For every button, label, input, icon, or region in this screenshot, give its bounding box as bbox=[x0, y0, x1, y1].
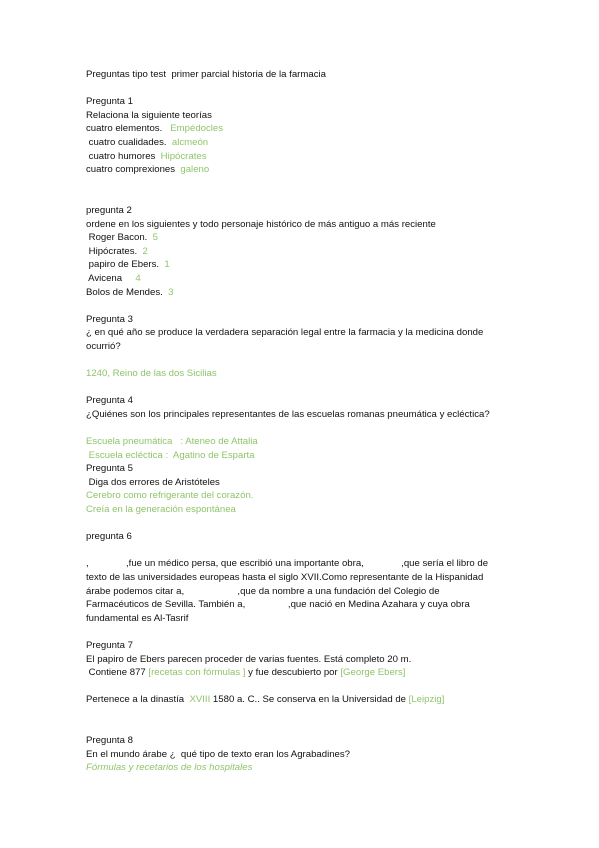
q2-item-answer: 4 bbox=[135, 272, 141, 284]
q7-text: y fue descubierto por bbox=[245, 667, 341, 679]
q8-prompt: En el mundo árabe ¿ qué tipo de texto eran los Agrabadines? bbox=[86, 748, 351, 760]
q1-item-text: cuatro humores bbox=[86, 150, 161, 162]
q7-answer: [Leipzig] bbox=[408, 694, 445, 706]
q2-item-text: Avicena bbox=[86, 272, 136, 284]
q7-answer: XVIII bbox=[189, 694, 211, 706]
q2-item-answer: 3 bbox=[168, 286, 174, 298]
q2-item bbox=[86, 245, 556, 259]
q2-item-text: papiro de Ebers. bbox=[86, 259, 165, 271]
q7-text: Pertenece a la dinastía bbox=[86, 694, 190, 706]
document-body bbox=[86, 68, 556, 775]
q5-heading: Pregunta 5 bbox=[86, 463, 133, 475]
q1-item bbox=[86, 163, 556, 177]
q1-item bbox=[86, 136, 556, 150]
q6-text-line: texto de las universidades europeas hasta el siglo XVII.Como representante de la Hispanidad bbox=[86, 571, 484, 583]
q6-text-line: Farmacéuticos de Sevilla. También a, ,que nació en Medina Azahara y cuya obra bbox=[86, 599, 470, 611]
q4-answer: Escuela ecléctica : Agatino de Esparta bbox=[86, 449, 255, 461]
q1-heading: Pregunta 1 bbox=[86, 96, 133, 108]
q7-line bbox=[86, 666, 556, 680]
q7-text: Contiene 877 bbox=[86, 667, 149, 679]
q1-item-text: cuatro cualidades. bbox=[86, 136, 172, 148]
q5-answer: Cerebro como refrigerante del corazón. bbox=[86, 490, 254, 502]
document-title: Preguntas tipo test primer parcial historia de la farmacia bbox=[86, 69, 326, 80]
q6-text-line: , ,fue un médico persa, que escribió una importante obra, ,que sería el libro de bbox=[86, 558, 489, 570]
q2-item-text: Bolos de Mendes. bbox=[86, 286, 169, 298]
q1-item-text: cuatro elementos. bbox=[86, 123, 171, 135]
q2-item bbox=[86, 272, 556, 286]
q7-heading: Pregunta 7 bbox=[86, 639, 133, 651]
q3-prompt-line: ¿ en qué año se produce la verdadera separación legal entre la farmacia y la medicina donde bbox=[86, 327, 484, 339]
q7-line bbox=[86, 693, 556, 707]
q1-item bbox=[86, 150, 556, 164]
q7-answer: [George Ebers] bbox=[340, 667, 406, 679]
q7-text: 1580 a. C.. Se conserva en la Universidad de bbox=[210, 694, 409, 706]
q3-answer: 1240, Reino de las dos Sicilias bbox=[86, 368, 217, 380]
q6-text-line: árabe podemos citar a, ,que da nombre a una fundación del Colegio de bbox=[86, 585, 440, 597]
q5-prompt: Diga dos errores de Aristóteles bbox=[86, 476, 220, 488]
q8-answer: Fórmulas y recetarios de los hospitales bbox=[86, 762, 253, 774]
q2-item bbox=[86, 231, 556, 245]
q1-item-answer: galeno bbox=[180, 164, 210, 176]
q6-heading: pregunta 6 bbox=[86, 531, 132, 543]
q7-answer: [recetas con fórmulas ] bbox=[148, 667, 246, 679]
q2-item-text: Hipócrates. bbox=[86, 245, 143, 257]
q3-heading: Pregunta 3 bbox=[86, 313, 133, 325]
q2-item bbox=[86, 286, 556, 300]
q4-answer: Escuela pneumática : Ateneo de Attalia bbox=[86, 436, 258, 448]
q2-heading: pregunta 2 bbox=[86, 204, 132, 216]
q2-item-answer: 2 bbox=[142, 245, 148, 257]
q2-item-text: Roger Bacon. bbox=[86, 232, 153, 244]
q1-item-text: cuatro comprexiones bbox=[86, 164, 181, 176]
q1-item-answer: alcmeón bbox=[171, 136, 209, 148]
q1-item-answer: Hipócrates bbox=[160, 150, 207, 162]
q1-prompt: Relaciona la siguiente teorías bbox=[86, 109, 212, 121]
q4-heading: Pregunta 4 bbox=[86, 395, 133, 407]
q2-item bbox=[86, 258, 556, 272]
q2-item-answer: 1 bbox=[164, 259, 170, 271]
q2-item-answer: 5 bbox=[152, 232, 159, 244]
q2-prompt: ordene en los siguientes y todo personaje histórico de más antiguo a más reciente bbox=[86, 218, 436, 230]
q1-item-answer: Empédocles bbox=[170, 123, 224, 135]
q6-text-line: fundamental es Al-Tasrif bbox=[86, 612, 189, 624]
q8-heading: Pregunta 8 bbox=[86, 735, 133, 747]
q3-prompt-line: ocurrió? bbox=[86, 340, 121, 352]
q5-answer: Creía en la generación espontánea bbox=[86, 504, 236, 515]
q7-line: El papiro de Ebers parecen proceder de varias fuentes. Está completo 20 m. bbox=[86, 653, 412, 665]
q1-item bbox=[86, 122, 556, 136]
q4-prompt: ¿Quiénes son los principales representantes de las escuelas romanas pneumática y ecléctica? bbox=[86, 408, 490, 420]
